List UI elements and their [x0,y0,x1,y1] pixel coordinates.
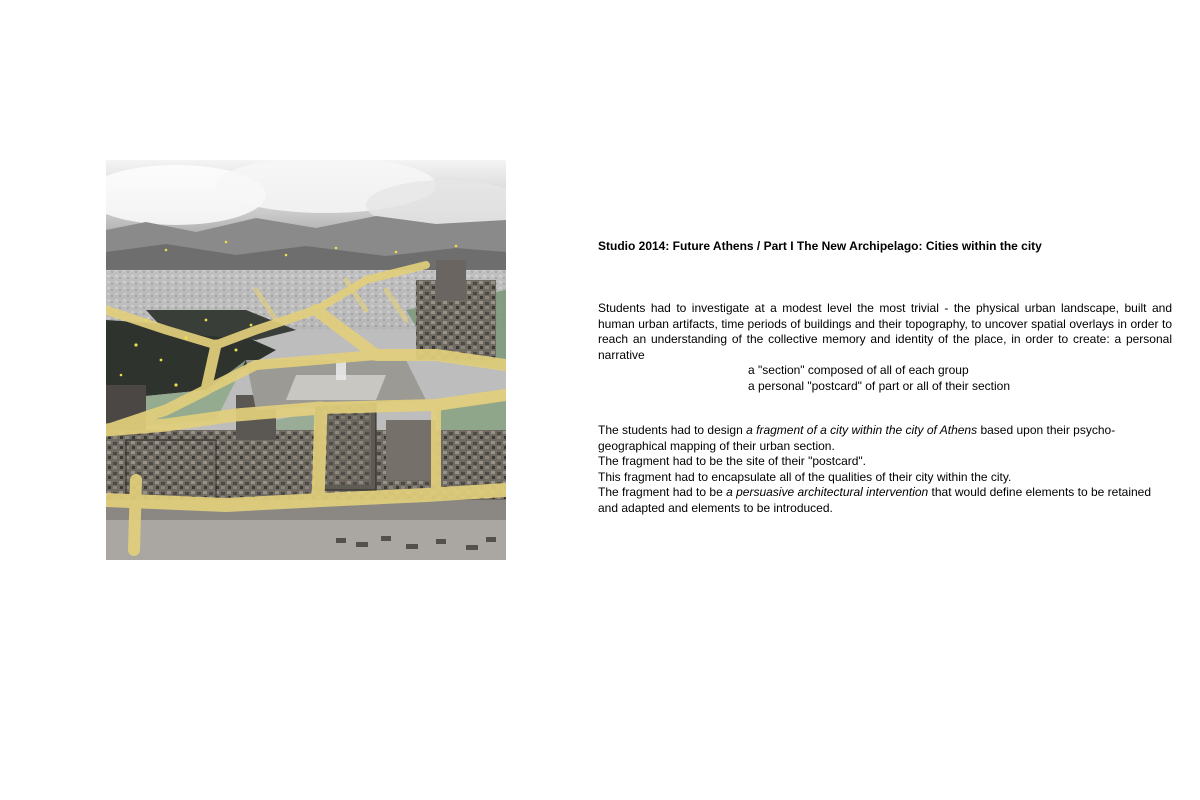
design-line-1-pre: The students had to design [598,423,747,437]
design-line-4 [598,485,1172,516]
design-line-2: The fragment had to be the site of their "postcard". [598,454,867,468]
project-description [598,239,1172,516]
intro-paragraph [598,301,1172,394]
collage-illustration [106,160,506,560]
athens-collage-image [106,160,506,560]
design-line-1-emphasis: a fragment of a city within the city of Athens [746,423,978,437]
design-line-3: This fragment had to encapsulate all of the qualities of their city within the city. [598,469,1012,484]
design-paragraph [598,423,1172,516]
design-line-4-post: that would define elements to be retained and adapted and elements to be introduced. [598,485,1152,515]
design-line-4-pre: The fragment had to be [598,485,727,499]
project-title: Studio 2014: Future Athens / Part I The New Archipelago: Cities within the city [598,239,1042,253]
design-line-1 [598,423,1172,454]
design-line-4-emphasis: a persuasive architectural intervention [726,485,929,499]
design-line-1-post: based upon their psycho-geographical mapping of their urban section. [598,423,1116,453]
intro-text: Students had to investigate at a modest level the most trivial - the physical urban landscape, built and human urban artifacts, time periods of buildings and their topography, to uncover spatial overlays in order to reach an understanding of the collective memory and identity of the place, in order to create: a personal narrative [598,301,1172,362]
intro-list-item: a personal "postcard" of part or all of their section [748,378,1010,393]
intro-list-item: a "section" composed of all of each group [748,363,969,377]
